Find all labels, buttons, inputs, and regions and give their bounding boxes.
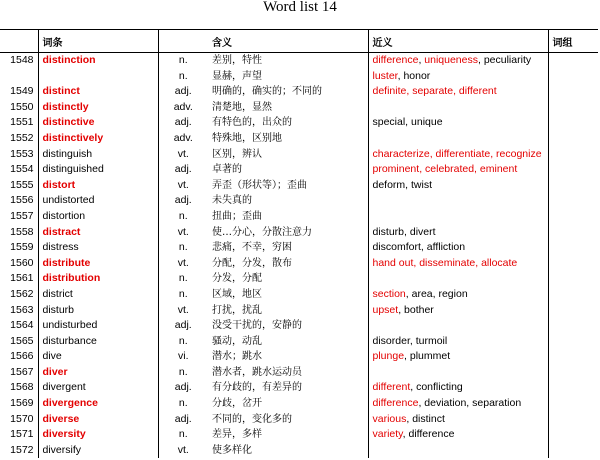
table-row [0,84,598,100]
row-group [548,84,598,100]
row-synonyms [368,69,548,85]
header-word: 词条 [38,30,158,53]
row-number [0,69,38,85]
table-row [0,240,598,256]
row-synonyms [368,303,548,319]
row-group [548,396,598,412]
header-synonyms: 近义 [368,30,548,53]
row-pos: n. [158,240,208,256]
row-group [548,100,598,116]
row-meaning: 打扰，扰乱 [212,304,262,316]
row-word: diver [38,365,158,381]
synonym-text: difference [372,397,419,410]
row-meaning: 扭曲；歪曲 [212,210,262,222]
row-meaning: 弄歪（形状等）；歪曲 [212,179,307,191]
row-group [548,209,598,225]
table-row [0,193,598,209]
synonym-text: plunge [372,350,405,363]
row-pos: adj. [158,380,208,396]
row-synonyms [368,334,548,350]
row-pos: n. [158,396,208,412]
row-meaning: 显赫，声望 [212,70,262,82]
table-row [0,271,598,287]
row-meaning: 分发，分配 [212,273,262,285]
row-word: distribution [38,271,158,287]
synonym-text: special, unique [372,116,443,129]
table-row [0,443,598,459]
row-group [548,334,598,350]
table-row [0,53,598,69]
row-meaning: 分歧，岔开 [212,398,262,410]
row-word: distract [38,225,158,241]
row-number: 1571 [10,428,34,441]
row-word: distress [38,240,158,256]
row-pos: vt. [158,178,208,194]
row-number: 1555 [10,178,34,191]
row-meaning: 清楚地，显然 [212,101,272,113]
row-group [548,427,598,443]
synonym-text: section [372,287,406,300]
row-number: 1558 [10,225,34,238]
row-pos: n. [158,271,208,287]
row-synonyms [368,443,548,459]
row-synonyms [368,396,548,412]
row-group [548,53,598,69]
row-word [38,69,158,85]
row-meaning: 区别，辨认 [212,148,262,160]
row-pos: n. [158,287,208,303]
synonym-text: luster [372,69,398,82]
row-group [548,147,598,163]
table-row [0,365,598,381]
synonym-text: , difference [402,428,455,441]
row-group [548,69,598,85]
row-pos: vt. [158,147,208,163]
row-group [548,178,598,194]
table-row [0,427,598,443]
row-group [548,365,598,381]
row-number: 1563 [10,303,34,316]
synonym-text: , [406,85,413,98]
header-row [0,30,598,53]
row-pos: adv. [158,131,208,147]
row-synonyms [368,100,548,116]
row-meaning: 悲痛，不幸，穷困 [212,242,292,254]
synonym-text: uniqueness [424,54,478,66]
row-word: dive [38,349,158,365]
row-word: undisturbed [38,318,158,334]
row-word: distortion [38,209,158,225]
header-pos [158,30,208,53]
row-word: distinguish [38,147,158,163]
synonym-text: discomfort, affliction [372,241,466,254]
table-row [0,225,598,241]
row-meaning: 潜水；跳水 [212,351,262,363]
row-synonyms [368,287,548,303]
row-group [548,193,598,209]
row-synonyms [368,178,548,194]
word-table [0,29,598,458]
table-row [0,380,598,396]
row-group [548,162,598,178]
page-title: Word list 14 [263,0,337,15]
synonym-text: , conflicting [410,381,463,394]
header-num [0,30,38,53]
row-pos: adj. [158,115,208,131]
row-pos: n. [158,69,208,85]
table-row [0,412,598,428]
table-row [0,349,598,365]
table-row [0,209,598,225]
row-synonyms [368,53,548,69]
row-meaning: 没受干扰的，安静的 [212,320,302,332]
row-synonyms [368,147,548,163]
table-row [0,69,598,85]
row-meaning: 差别，特性 [212,55,262,66]
row-synonyms [368,131,548,147]
row-word: distinctively [38,131,158,147]
row-pos: n. [158,53,208,69]
row-meaning: 有分歧的，有差异的 [212,382,302,394]
row-word: distinction [38,53,158,69]
row-meaning: 差异，多样 [212,429,262,441]
row-group [548,225,598,241]
row-pos: vt. [158,443,208,459]
row-meaning: 潜水者，跳水运动员 [212,366,302,378]
synonym-text: separate [412,85,454,98]
row-number: 1553 [10,147,34,160]
row-meaning: 不同的，变化多的 [212,413,292,425]
row-meaning: 骚动，动乱 [212,335,262,347]
synonym-text: , bother [398,303,434,316]
row-meaning: 有特色的，出众的 [212,117,292,129]
table-row [0,115,598,131]
row-word: distinctly [38,100,158,116]
row-number: 1566 [10,350,34,363]
row-word: divergent [38,380,158,396]
row-pos: vt. [158,225,208,241]
row-pos: n. [158,334,208,350]
table-row [0,256,598,272]
synonym-text: hand out, disseminate, allocate [372,256,518,269]
row-number: 1572 [10,443,34,456]
row-word: diversify [38,443,158,459]
word-rows [0,53,598,459]
row-meaning: 特殊地，区别地 [212,132,282,144]
row-pos: adj. [158,412,208,428]
synonym-text: , [418,54,425,66]
row-word: diversity [38,427,158,443]
table-row [0,100,598,116]
row-group [548,240,598,256]
table-row [0,303,598,319]
row-synonyms [368,349,548,365]
row-synonyms [368,380,548,396]
row-number: 1570 [10,412,34,425]
row-number: 1554 [10,163,34,176]
row-word: disturb [38,303,158,319]
row-number: 1567 [10,365,34,378]
row-pos: adj. [158,318,208,334]
synonym-text: different [372,381,411,394]
synonym-text: prominent, celebrated, eminent [372,163,518,176]
row-pos: n. [158,427,208,443]
row-meaning: 使多样化 [212,444,252,456]
table-row [0,334,598,350]
table-row [0,147,598,163]
row-pos: n. [158,365,208,381]
row-word: distinguished [38,162,158,178]
row-number: 1552 [10,131,34,144]
row-pos: vt. [158,303,208,319]
row-word: district [38,287,158,303]
row-number: 1550 [10,100,34,113]
synonym-text: variety [372,428,403,441]
synonym-text: difference [372,54,419,66]
row-synonyms [368,162,548,178]
table-row [0,396,598,412]
synonym-text: , plummet [404,350,451,363]
row-group [548,115,598,131]
row-meaning: 区域，地区 [212,288,262,300]
row-meaning: 使…分心，分散注意力 [212,226,312,238]
synonym-text: , distinct [406,412,445,425]
row-pos: n. [158,209,208,225]
row-group [548,131,598,147]
row-synonyms [368,225,548,241]
row-meaning: 未失真的 [212,195,252,207]
row-word: undistorted [38,193,158,209]
row-group [548,303,598,319]
row-word: distinct [38,84,158,100]
row-synonyms [368,115,548,131]
synonym-text: disturb, divert [372,225,436,238]
synonym-text: different [458,85,497,98]
table-row [0,318,598,334]
synonym-text: , peculiarity [478,54,532,66]
synonym-text: various [372,412,407,425]
row-number: 1568 [10,381,34,394]
row-number: 1569 [10,397,34,410]
row-number: 1556 [10,194,34,207]
row-number: 1564 [10,319,34,332]
row-number: 1549 [10,85,34,98]
header-meaning: 含义 [208,30,368,53]
row-synonyms [368,240,548,256]
synonym-text: deform, twist [372,178,433,191]
synonym-text: definite [372,85,407,98]
synonym-text: , honor [397,69,431,82]
row-pos: vt. [158,256,208,272]
row-meaning: 分配，分发，散布 [212,257,292,269]
row-number: 1565 [10,334,34,347]
row-group [548,412,598,428]
row-synonyms [368,84,548,100]
row-group [548,318,598,334]
row-pos: adj. [158,162,208,178]
row-word: disturbance [38,334,158,350]
row-word: distribute [38,256,158,272]
header-group: 词组 [548,30,598,53]
row-meaning: 卓著的 [212,164,242,176]
row-number: 1557 [10,209,34,222]
row-group [548,380,598,396]
synonym-text: characterize, differentiate, recognize [372,147,542,160]
row-group [548,256,598,272]
row-synonyms [368,256,548,272]
row-meaning: 明确的，确实的；不同的 [212,86,322,98]
row-synonyms [368,209,548,225]
row-synonyms [368,365,548,381]
row-synonyms [368,318,548,334]
row-number: 1551 [10,116,34,129]
row-pos: adj. [158,193,208,209]
table-row [0,178,598,194]
synonym-text: , [453,85,459,98]
table-row [0,287,598,303]
row-number: 1561 [10,272,34,285]
synonym-text: disorder, turmoil [372,334,448,347]
row-number: 1562 [10,287,34,300]
row-word: distort [38,178,158,194]
row-number: 1548 [10,54,34,66]
row-word: distinctive [38,115,158,131]
row-synonyms [368,271,548,287]
row-pos: vi. [158,349,208,365]
row-group [548,349,598,365]
row-group [548,271,598,287]
row-word: divergence [38,396,158,412]
row-pos: adj. [158,84,208,100]
row-number: 1559 [10,241,34,254]
row-synonyms [368,412,548,428]
row-pos: adv. [158,100,208,116]
row-number: 1560 [10,256,34,269]
row-word: diverse [38,412,158,428]
row-synonyms [368,193,548,209]
synonym-text: , area, region [405,287,468,300]
synonym-text: upset [372,303,399,316]
row-group [548,287,598,303]
table-row [0,131,598,147]
table-row [0,162,598,178]
row-synonyms [368,427,548,443]
row-group [548,443,598,459]
synonym-text: , deviation, separation [418,397,522,410]
